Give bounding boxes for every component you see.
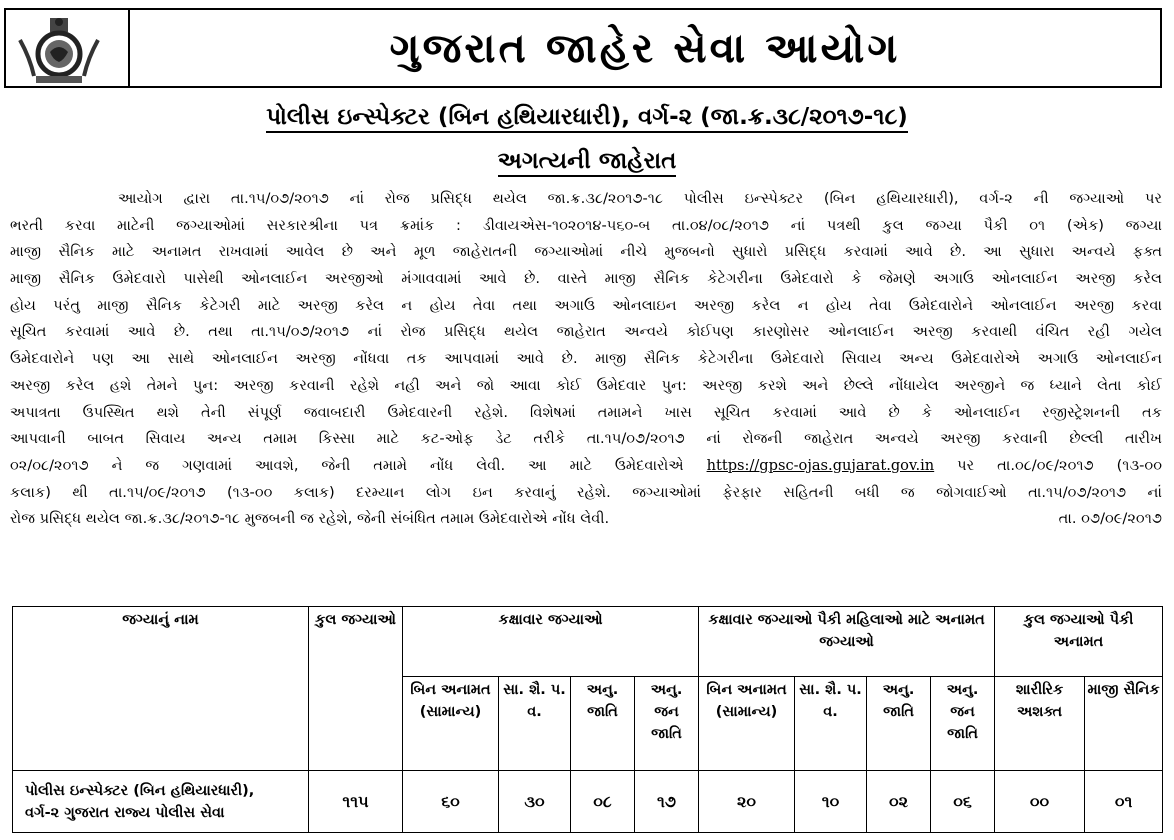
sebc-cell: ૩૦ xyxy=(499,771,571,833)
body-line: કલાક) થી તા.૧૫/૦૯/૨૦૧૭ (૧૩-૦૦ કલાક) દરમ્યાન લોગ ઇન કરવાનું રહેશે. જગ્યાઓમાં ફેરફાર સહિતની બધી જ જોગવાઈઓ તા.૧૫/૦૭/૨૦૧૭ નાં xyxy=(10,483,1162,501)
ojas-link[interactable]: https://gpsc-ojas.gujarat.gov.in xyxy=(706,456,935,474)
header-box xyxy=(4,8,1162,88)
body-line: માજી સૈનિક માટે અનામત રાખવામાં આવેલ છે અને મૂળ જાહેરાતની જગ્યાઓમાં નીચે મુજબનો સુધારો પ્રસિદ્ધ કરવામાં આવે છે. આ સુધારા અન્વયે ફક્ત xyxy=(10,243,1162,261)
body-line: અરજી કરેલ હશે તેમને પુન: અરજી કરવાની રહેશે નહી અને જો આવા કોઈ ઉમેદવાર પુન: અરજી કરશે અને છેલ્લે નોંધાયેલ અરજીને જ ધ્યાને લેતા કોઈ xyxy=(10,376,1162,394)
body-line: ઉમેદવારોને પણ આ સાથે ઓનલાઈન અરજી નોંધવા તક આપવામાં આવે છે. માજી સૈનિક કેટેગરીના ઉમેદવારો સિવાય અન્ય ઉમેદવારોએ અગાઉ ઓનલાઈન xyxy=(10,350,1162,368)
post-name-cell: પોલીસ ઇન્સ્પેક્ટર (બિન હથિયારધારી), વર્ગ-૨ ગુજરાત રાજ્ય પોલીસ સેવા xyxy=(13,771,309,833)
body-line: માજી સૈનિક ઉમેદવારો પાસેથી ઓનલાઈન અરજીઓ મંગાવવામાં આવે છે. વાસ્તે માજી સૈનિક કેટેગરીના ઉમેદવારો કે જેમણે અગાઉ ઓનલાઈન અરજી કરેલ xyxy=(10,270,1162,288)
notice-date: તા. ૦૭/૦૯/૨૦૧૭ xyxy=(1058,510,1162,528)
body-line: સૂચિત કરવામાં આવે છે. તથા તા.૧૫/૦૭/૨૦૧૭ નાં રોજ પ્રસિદ્ધ થયેલ જાહેરાત અન્વયે કોઈપણ કારણોસર ઓનલાઈન અરજી કરવાથી વંચિત રહી ગયેલ xyxy=(10,323,1162,341)
body-line: આયોગ દ્વારા તા.૧૫/૦૭/૨૦૧૭ નાં રોજ પ્રસિદ્ધ થયેલ જા.ક્ર.૩૮/૨૦૧૭-૧૮ પોલીસ ઇન્સ્પેક્ટર (બિન હથિયારધારી), વર્ગ-૨ ની જગ્યાઓ પર xyxy=(118,190,1162,207)
body-line-url: ૦૨/૦૮/૨૦૧૭ ને જ ગણવામાં આવશે, જેની તમામે નોંધ લેવી. આ માટે ઉમેદવારોએ https://gpsc-ojas.gujarat.gov.in પર તા.૦૮/૦૯/૨૦૧૭ (૧૩-૦૦ xyxy=(10,456,1162,474)
gen-cell: ૬૦ xyxy=(403,771,499,833)
women-sebc-cell: ૧૦ xyxy=(795,771,867,833)
header-category: કક્ષાવાર જગ્યાઓ xyxy=(403,607,699,677)
body-line: હોય પરંતુ માજી સૈનિક કેટેગરી માટે અરજી કરેલ ન હોય તેવા તથા અગાઉ ઓનલાઇન અરજી કરેલ ન હોય તેવા ઉમેદવારોને ઓનલાઈન અરજી કરવા xyxy=(10,296,1162,314)
subheader-women-general: બિન અનામત (સામાન્ય) xyxy=(699,677,795,771)
notice-body xyxy=(10,186,1162,533)
total-cell: ૧૧૫ xyxy=(309,771,403,833)
vacancy-table xyxy=(12,606,1163,833)
body-line: ભરતી કરવા માટેની જગ્યાઓમાં સરકારશ્રીના પત્ર ક્રમાંક : ડીવાયએસ-૧૦૨૦૧૪-૫૬૦-બ તા.૦૪/૦૮/૨૦૧૭ નાં પત્રથી કુલ જગ્યા પૈકી ૦૧ (એક) જગ્યા xyxy=(10,216,1162,234)
body-line: આપવાની બાબત સિવાય અન્ય તમામ કિસ્સા માટે કટ-ઓફ ડેટ તરીકે તા.૧૫/૦૭/૨૦૧૭ નાં રોજની જાહેરાત અન્વયે અરજી કરવાની છેલ્લી તારીખ xyxy=(10,430,1162,448)
women-gen-cell: ૨૦ xyxy=(699,771,795,833)
women-sc-cell: ૦૨ xyxy=(867,771,931,833)
commission-title: ગુજરાત જાહેર સેવા આયોગ xyxy=(389,23,901,72)
subheader-sebc: સા. શૈ. પ. વ. xyxy=(499,677,571,771)
subheader-disabled: શારીરિક અશક્ત xyxy=(995,677,1085,771)
header-total: કુલ જગ્યાઓ xyxy=(309,607,403,771)
header-women: કક્ષાવાર જગ્યાઓ પૈકી મહિલાઓ માટે અનામત જગ્યાઓ xyxy=(699,607,995,677)
gpsc-emblem-icon xyxy=(14,16,104,86)
subheader-women-st: અનુ. જન જાતિ xyxy=(931,677,995,771)
post-title: પોલીસ ઇન્સ્પેક્ટર (બિન હથિયારધારી), વર્ગ-૨ (જા.ક્ર.૩૮/૨૦૧૭-૧૮) xyxy=(0,104,1174,130)
header-reserved: કુલ જગ્યાઓ પૈકી અનામત xyxy=(995,607,1163,677)
notice-title: અગત્યની જાહેરાત xyxy=(0,148,1174,174)
ex-serviceman-cell: ૦૧ xyxy=(1085,771,1163,833)
disabled-cell: ૦૦ xyxy=(995,771,1085,833)
subheader-general: બિન અનામત (સામાન્ય) xyxy=(403,677,499,771)
subheader-st: અનુ. જન જાતિ xyxy=(635,677,699,771)
subheader-women-sebc: સા. શૈ. પ. વ. xyxy=(795,677,867,771)
sc-cell: ૦૮ xyxy=(571,771,635,833)
women-st-cell: ૦૬ xyxy=(931,771,995,833)
body-line: અપાત્રતા ઉપસ્થિત થશે તેની સંપૂર્ણ જવાબદારી ઉમેદવારની રહેશે. વિશેષમાં તમામને ખાસ સૂચિત કરવામાં આવે છે કે ઓનલાઈન રજીસ્ટ્રેશનની તક xyxy=(10,403,1162,421)
body-line-last: રોજ પ્રસિદ્ધ થયેલ જા.ક્ર.૩૮/૨૦૧૭-૧૮ મુજબની જ રહેશે, જેની સંબંધિત તમામ ઉમેદવારોએ નોંધ લેવી. તા. ૦૭/૦૯/૨૦૧૭ xyxy=(10,506,1162,533)
subheader-ex-serviceman: માજી સૈનિક xyxy=(1085,677,1163,771)
subheader-women-sc: અનુ. જાતિ xyxy=(867,677,931,771)
subheader-sc: અનુ. જાતિ xyxy=(571,677,635,771)
header-post-name: જગ્યાનું નામ xyxy=(13,607,309,771)
table-row xyxy=(13,771,1163,833)
st-cell: ૧૭ xyxy=(635,771,699,833)
